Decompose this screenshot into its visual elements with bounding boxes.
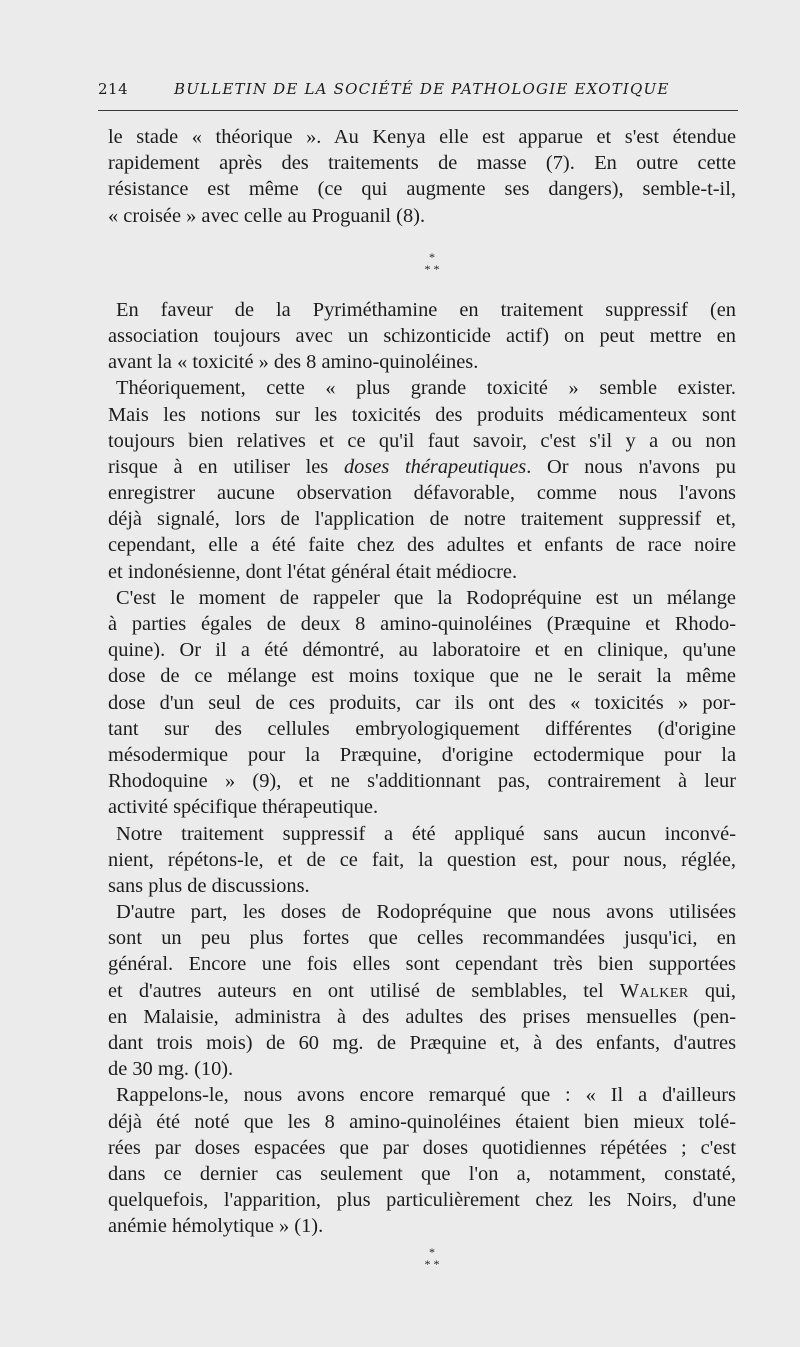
section-separator bbox=[108, 251, 736, 275]
author-name: Walker bbox=[619, 979, 689, 1002]
text-line: enregistrer aucune observation défavorable, comme nous l'avons bbox=[108, 482, 736, 505]
text-line: et indonésienne, dont l'état général était médiocre. bbox=[108, 560, 518, 583]
text-line: dant trois mois) de 60 mg. de Præquine et, à des enfants, d'autres bbox=[108, 1032, 736, 1054]
text-line: Rhodoquine » (9), et ne s'additionnant pas, contrairement à leur bbox=[108, 770, 736, 793]
text-line: résistance est même (ce qui augmente ses dangers), semble-t-il, bbox=[108, 178, 736, 201]
text-fragment: qui, bbox=[704, 979, 736, 1002]
text-line: D'autre part, les doses de Rodopréquine que nous avons utilisées bbox=[116, 901, 736, 924]
text-line-mixed bbox=[108, 978, 736, 1004]
text-line: déjà été noté que les 8 amino-quinoléines étaient bien mieux tolé- bbox=[108, 1110, 736, 1133]
text-line: anémie hémolytique » (1). bbox=[108, 1215, 324, 1238]
text-fragment: et d'autres auteurs en ont utilisé de semblables, tel bbox=[108, 979, 604, 1002]
text-line: Rappelons-le, nous avons encore remarqué que : « Il a d'ailleurs bbox=[116, 1084, 736, 1107]
text-line: avant la « toxicité » des 8 amino-quinoléines. bbox=[108, 351, 479, 374]
text-line: activité spécifique thérapeutique. bbox=[108, 796, 379, 819]
text-line: général. Encore une fois elles sont cependant très bien supportées bbox=[108, 953, 736, 976]
text-line: En faveur de la Pyriméthamine en traitement suppressif (en bbox=[116, 298, 736, 321]
separator-star: * bbox=[429, 249, 435, 264]
running-header bbox=[98, 80, 734, 108]
text-line: quelquefois, l'apparition, plus particulièrement chez les Noirs, d'une bbox=[108, 1189, 736, 1212]
header-rule bbox=[98, 110, 738, 111]
emphasis: doses thérapeutiques bbox=[343, 455, 527, 478]
text-fragment: risque à en utiliser les bbox=[108, 455, 329, 478]
text-line: mésodermique pour la Præquine, d'origine ectodermique pour la bbox=[108, 743, 736, 766]
running-title: BULLETIN DE LA SOCIÉTÉ DE PATHOLOGIE EXOTIQUE bbox=[174, 80, 670, 98]
separator-stars: * * bbox=[424, 261, 440, 276]
text-line: quine). Or il a été démontré, au laboratoire et en clinique, qu'une bbox=[108, 639, 736, 662]
text-line: déjà signalé, lors de l'application de notre traitement suppressif et, bbox=[108, 508, 736, 531]
section-separator bbox=[108, 1246, 736, 1270]
article-body bbox=[108, 124, 736, 1270]
text-line: à parties égales de deux 8 amino-quinoléines (Præquine et Rhodo- bbox=[108, 613, 736, 635]
text-line: C'est le moment de rappeler que la Rodopréquine est un mélange bbox=[116, 586, 736, 609]
text-line: rées par doses espacées que par doses quotidiennes répétées ; c'est bbox=[108, 1136, 736, 1159]
text-line: dose de ce mélange est moins toxique que ne le serait la même bbox=[108, 665, 736, 688]
text-line: « croisée » avec celle au Proguanil (8). bbox=[108, 204, 426, 227]
text-line: tant sur des cellules embryologiquement différentes (d'origine bbox=[108, 717, 736, 740]
text-line: association toujours avec un schizonticide actif) on peut mettre en bbox=[108, 324, 736, 347]
text-line: sans plus de discussions. bbox=[108, 874, 310, 897]
text-line: dose d'un seul de ces produits, car ils ont des « toxicités » por- bbox=[108, 691, 736, 714]
text-line: de 30 mg. (10). bbox=[108, 1058, 234, 1081]
text-line: toujours bien relatives et ce qu'il faut savoir, c'est s'il y a ou non bbox=[108, 429, 736, 452]
separator-stars: * * bbox=[424, 1256, 440, 1271]
page-number: 214 bbox=[98, 80, 129, 98]
text-line: nient, répétons-le, et de ce fait, la question est, pour nous, réglée, bbox=[108, 848, 736, 871]
text-line: Notre traitement suppressif a été appliqué sans aucun inconvé- bbox=[116, 822, 736, 845]
text-fragment: . Or nous n'avons pu bbox=[526, 455, 736, 478]
text-line: dans ce dernier cas seulement que l'on a, notamment, constaté, bbox=[108, 1162, 736, 1185]
text-line: rapidement après des traitements de masse (7). En outre cette bbox=[108, 152, 736, 175]
text-line-mixed bbox=[108, 454, 736, 480]
text-line: en Malaisie, administra à des adultes des prises mensuelles (pen- bbox=[108, 1005, 736, 1028]
text-line: cependant, elle a été faite chez des adultes et enfants de race noire bbox=[108, 534, 736, 557]
text-line: Mais les notions sur les toxicités des produits médicamenteux sont bbox=[108, 403, 736, 426]
separator-star: * bbox=[429, 1244, 435, 1259]
text-line: le stade « théorique ». Au Kenya elle est apparue et s'est étendue bbox=[108, 126, 736, 148]
text-line: sont un peu plus fortes que celles recommandées jusqu'ici, en bbox=[108, 927, 736, 950]
text-line: Théoriquement, cette « plus grande toxicité » semble exister. bbox=[116, 377, 736, 400]
